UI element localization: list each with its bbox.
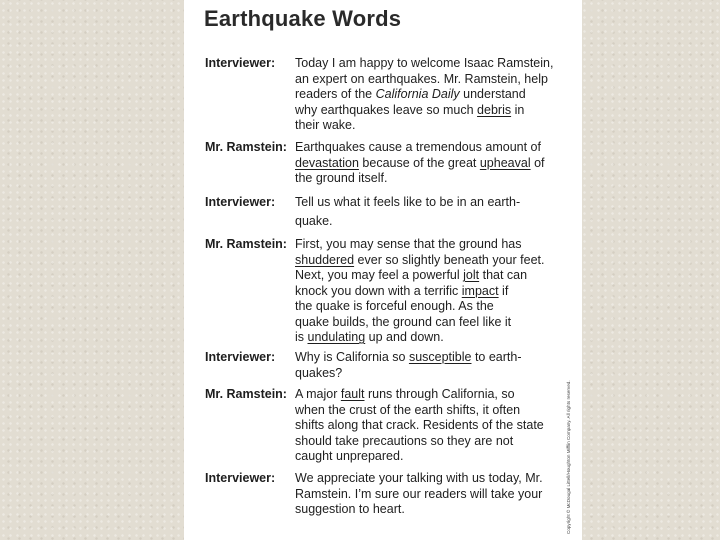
speaker-label: Mr. Ramstein: [205, 387, 287, 401]
speaker-label: Interviewer: [205, 350, 276, 364]
text-segment: to earth- [471, 350, 522, 364]
text-segment: shifts along that crack. Residents of the state [295, 418, 544, 432]
vocab-word: upheaval [479, 155, 531, 170]
text-line [295, 330, 565, 346]
text-line [295, 387, 565, 403]
text-segment: Today I am happy to welcome Isaac Ramstein, [295, 56, 554, 70]
text-line [295, 237, 565, 253]
text-segment: understand [459, 87, 526, 101]
text-segment: up and down. [365, 330, 444, 344]
text-line [295, 214, 565, 230]
text-segment: an expert on earthquakes. Mr. Ramstein, help [295, 71, 548, 86]
text-segment: ever so slightly beneath your feet. [354, 252, 545, 267]
text-segment: why earthquakes leave so much [295, 102, 478, 117]
text-line [295, 284, 565, 300]
text-line [295, 195, 565, 211]
text-segment: We appreciate your talking with us today, Mr. [295, 471, 543, 485]
text-line [295, 72, 565, 88]
text-segment: is [295, 330, 308, 344]
text-line [295, 487, 565, 503]
text-segment: Tell us what it feels like to be in an earth- [295, 195, 521, 209]
text-segment: Earthquakes cause a tremendous amount of [295, 140, 541, 154]
vocab-word: susceptible [408, 350, 472, 364]
text-line [295, 366, 565, 382]
speaker-label: Interviewer: [205, 195, 276, 209]
text-segment: Ramstein. I’m sure our readers will take your [295, 486, 543, 501]
text-segment: Why is California so [295, 350, 409, 364]
page-title: Earthquake Words [204, 6, 402, 31]
text-line [295, 87, 565, 103]
text-line [295, 156, 565, 172]
speaker-label: Mr. Ramstein: [205, 237, 287, 251]
text-segment: A major [295, 387, 341, 401]
worksheet-page [184, 0, 582, 540]
text-segment: if [498, 283, 509, 298]
text-segment: because of the great [358, 155, 480, 170]
vocab-word: undulating [307, 330, 366, 344]
dialogue-text [295, 237, 565, 346]
copyright-notice: Copyright © McDougal Littell/Houghton Mifflin Company. All rights reserved. [566, 380, 571, 534]
text-segment: that can [479, 268, 528, 282]
dialogue-text [295, 350, 565, 381]
text-segment: knock you down with a terrific [295, 283, 462, 298]
text-line [295, 434, 565, 450]
text-line [295, 471, 565, 487]
text-line [295, 315, 565, 331]
text-segment: Next, you may feel a powerful [295, 268, 464, 282]
text-segment: the ground itself. [295, 171, 388, 185]
text-segment: the quake is forceful enough. As the [295, 299, 494, 313]
text-segment: should take precautions so they are not [295, 433, 514, 448]
text-segment: in [511, 102, 525, 117]
text-line [295, 502, 565, 518]
text-segment: quake. [295, 213, 333, 228]
text-line [295, 418, 565, 434]
dialogue-text [295, 387, 565, 465]
dialogue-text [295, 56, 565, 134]
vocab-word: impact [461, 283, 499, 298]
text-line [295, 253, 565, 269]
text-segment: readers of the [295, 87, 376, 101]
text-line [295, 268, 565, 284]
text-line [295, 140, 565, 156]
text-line [295, 350, 565, 366]
vocab-word: debris [477, 102, 512, 117]
dialogue-text [295, 471, 565, 518]
publication-title: California Daily [375, 87, 460, 101]
dialogue-text [295, 140, 565, 187]
text-line [295, 103, 565, 119]
vocab-word: devastation [295, 155, 359, 170]
text-line [295, 403, 565, 419]
dialogue-text [295, 195, 565, 229]
text-segment: runs through California, so [364, 387, 515, 401]
vocab-word: fault [340, 387, 365, 401]
speaker-label: Interviewer: [205, 56, 276, 70]
vocab-word: shuddered [295, 252, 355, 267]
text-segment: quake builds, the ground can feel like it [295, 314, 512, 329]
text-line [295, 56, 565, 72]
vocab-word: jolt [463, 268, 480, 282]
text-line [295, 118, 565, 134]
text-segment: their wake. [295, 118, 356, 132]
text-line [295, 171, 565, 187]
text-line [295, 299, 565, 315]
text-segment: of [530, 155, 545, 170]
text-segment: quakes? [295, 365, 343, 380]
text-line [295, 449, 565, 465]
text-segment: suggestion to heart. [295, 502, 405, 516]
speaker-label: Interviewer: [205, 471, 276, 485]
text-segment: when the crust of the earth shifts, it often [295, 402, 521, 417]
speaker-label: Mr. Ramstein: [205, 140, 287, 154]
text-segment: First, you may sense that the ground has [295, 237, 522, 251]
text-segment: caught unprepared. [295, 449, 404, 463]
